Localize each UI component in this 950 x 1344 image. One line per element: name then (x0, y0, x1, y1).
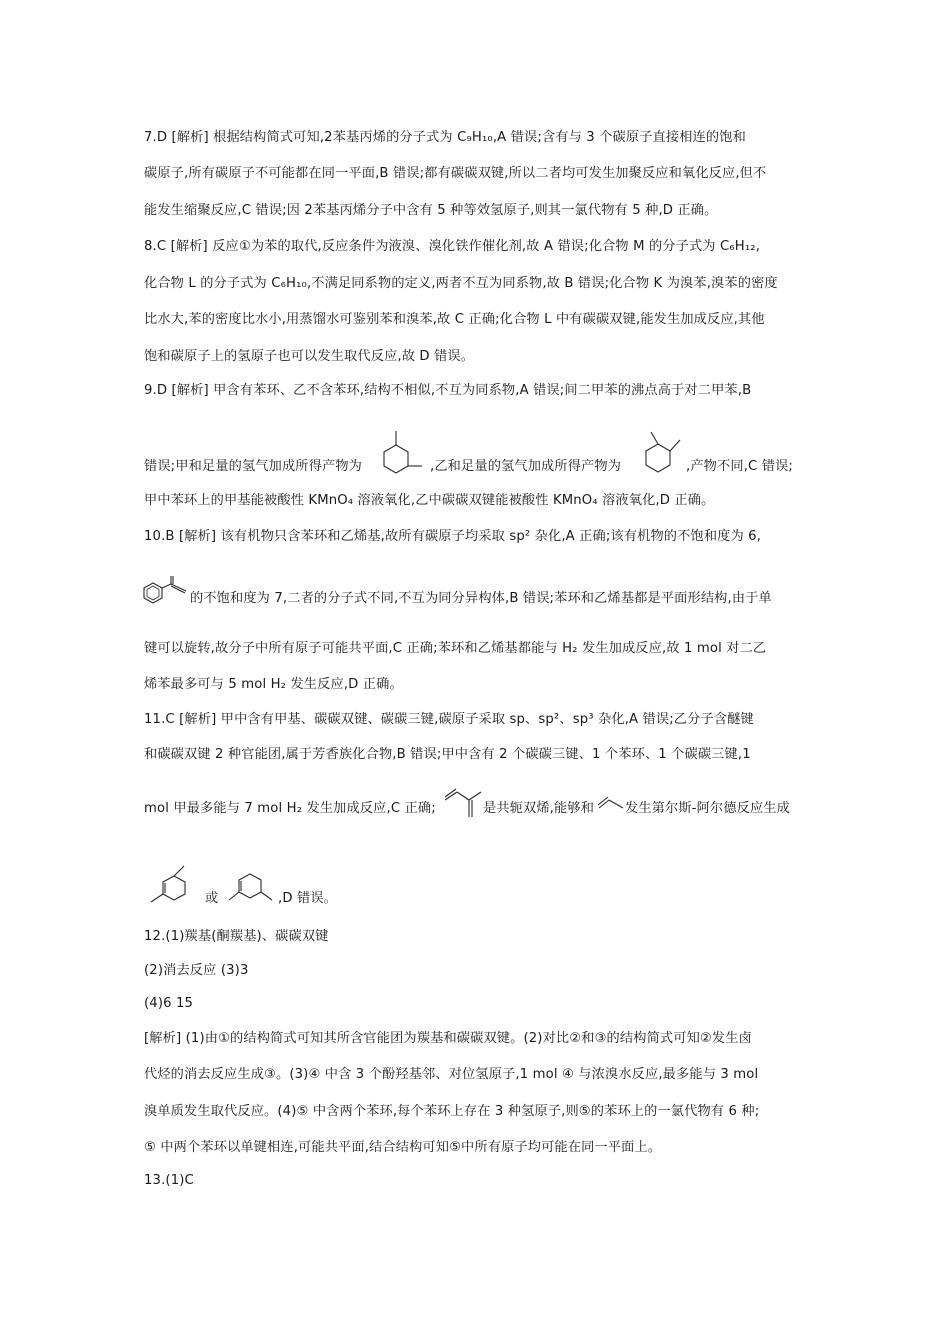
text-line: (4)6 15 (144, 996, 194, 1011)
structure-phenyl-enyne (140, 576, 188, 606)
text-line: [解析] (1)由①的结构简式可知其所含官能团为羰基和碳碳双键。(2)对比②和③的结构简式可知②发生卤 (144, 1031, 752, 1046)
text-line: 和碳碳双键 2 种官能团,属于芳香族化合物,B 错误;甲中含有 2 个碳碳三键、1 个苯环、1 个碳碳三键,1 (144, 747, 751, 762)
text-line: 发生第尔斯-阿尔德反应生成 (625, 801, 790, 816)
text-line: 10.B [解析] 该有机物只含苯环和乙烯基,故所有碳原子均采取 sp² 杂化,A 正确;该有机物的不饱和度为 6, (144, 529, 762, 544)
text-line: 碳原子,所有碳原子不可能都在同一平面,B 错误;都有碳碳双键,所以二者均可发生加聚反应和氧化反应,但不 (144, 166, 767, 181)
text-line: 13.(1)C (144, 1173, 194, 1188)
text-line: 饱和碳原子上的氢原子也可以发生取代反应,故 D 错误。 (144, 349, 475, 364)
text-line: 错误;甲和足量的氢气加成所得产物为 (144, 459, 362, 474)
text-line: 比水大,苯的密度比水小,用蒸馏水可鉴别苯和溴苯,故 C 正确;化合物 L 中有碳碳双键,能发生加成反应,其他 (144, 312, 765, 327)
text-line: 烯苯最多可与 5 mol H₂ 发生反应,D 正确。 (144, 677, 403, 692)
text-line: 是共轭双烯,能够和 (483, 801, 595, 816)
text-line: 溴单质发生取代反应。(4)⑤ 中含两个苯环,每个苯环上存在 3 种氢原子,则⑤的苯环上的一氯代物有 6 种; (144, 1104, 760, 1119)
text-line: ,产物不同,C 错误; (686, 459, 794, 474)
text-line: 能发生缩聚反应,C 错误;因 2苯基丙烯分子中含有 5 种等效氢原子,则其一氯代物有 5 种,D 正确。 (144, 203, 718, 218)
structure-1-2-dimethylcyclohexane (638, 426, 684, 472)
text-line: ⑤ 中两个苯环以单键相连,可能共平面,结合结构可知⑤中所有原子均可能在同一平面上。 (144, 1140, 662, 1155)
text-line: 8.C [解析] 反应①为苯的取代,反应条件为液溴、溴化铁作催化剂,故 A 错误;化合物 M 的分子式为 C₆H₁₂, (144, 239, 761, 254)
text-line: 或 (205, 891, 219, 906)
text-line: ,D 错误。 (278, 891, 338, 906)
text-line: 甲中苯环上的甲基能被酸性 KMnO₄ 溶液氧化,乙中碳碳双键能被酸性 KMnO₄ 溶液氧化,D 正确。 (144, 493, 715, 508)
structure-isoprene (443, 786, 483, 818)
text-line: 代烃的消去反应生成③。(3)④ 中含 3 个酚羟基邻、对位氢原子,1 mol ④ 与浓溴水反应,最多能与 3 mol (144, 1067, 759, 1082)
text-line: 键可以旋转,故分子中所有原子可能共平面,C 正确;苯环和乙烯基都能与 H₂ 发生加成反应,故 1 mol 对二乙 (144, 641, 767, 656)
structure-product-2 (226, 862, 276, 906)
text-line: 的不饱和度为 7,二者的分子式不同,不互为同分异构体,B 错误;苯环和乙烯基都是平面形结构,由于单 (190, 591, 772, 606)
text-line: 12.(1)羰基(酮羰基)、碳碳双键 (144, 929, 329, 944)
structure-product-1 (148, 862, 192, 906)
text-line: 化合物 L 的分子式为 C₆H₁₀,不满足同系物的定义,两者不互为同系物,故 B 错误;化合物 K 为溴苯,溴苯的密度 (144, 276, 778, 291)
text-line: 9.D [解析] 甲含有苯环、乙不含苯环,结构不相似,不互为同系物,A 错误;间二甲苯的沸点高于对二甲苯,B (144, 383, 752, 398)
structure-propene (597, 792, 625, 812)
text-line: (2)消去反应 (3)3 (144, 963, 249, 978)
structure-1-3-dimethylcyclohexane (378, 426, 428, 474)
text-line: 7.D [解析] 根据结构简式可知,2苯基丙烯的分子式为 C₉H₁₀,A 错误;含有与 3 个碳原子直接相连的饱和 (144, 130, 746, 145)
text-line: mol 甲最多能与 7 mol H₂ 发生加成反应,C 正确; (144, 801, 436, 816)
text-line: ,乙和足量的氢气加成所得产物为 (430, 459, 622, 474)
text-line: 11.C [解析] 甲中含有甲基、碳碳双键、碳碳三键,碳原子采取 sp、sp²、sp³ 杂化,A 错误;乙分子含醚键 (144, 712, 754, 727)
